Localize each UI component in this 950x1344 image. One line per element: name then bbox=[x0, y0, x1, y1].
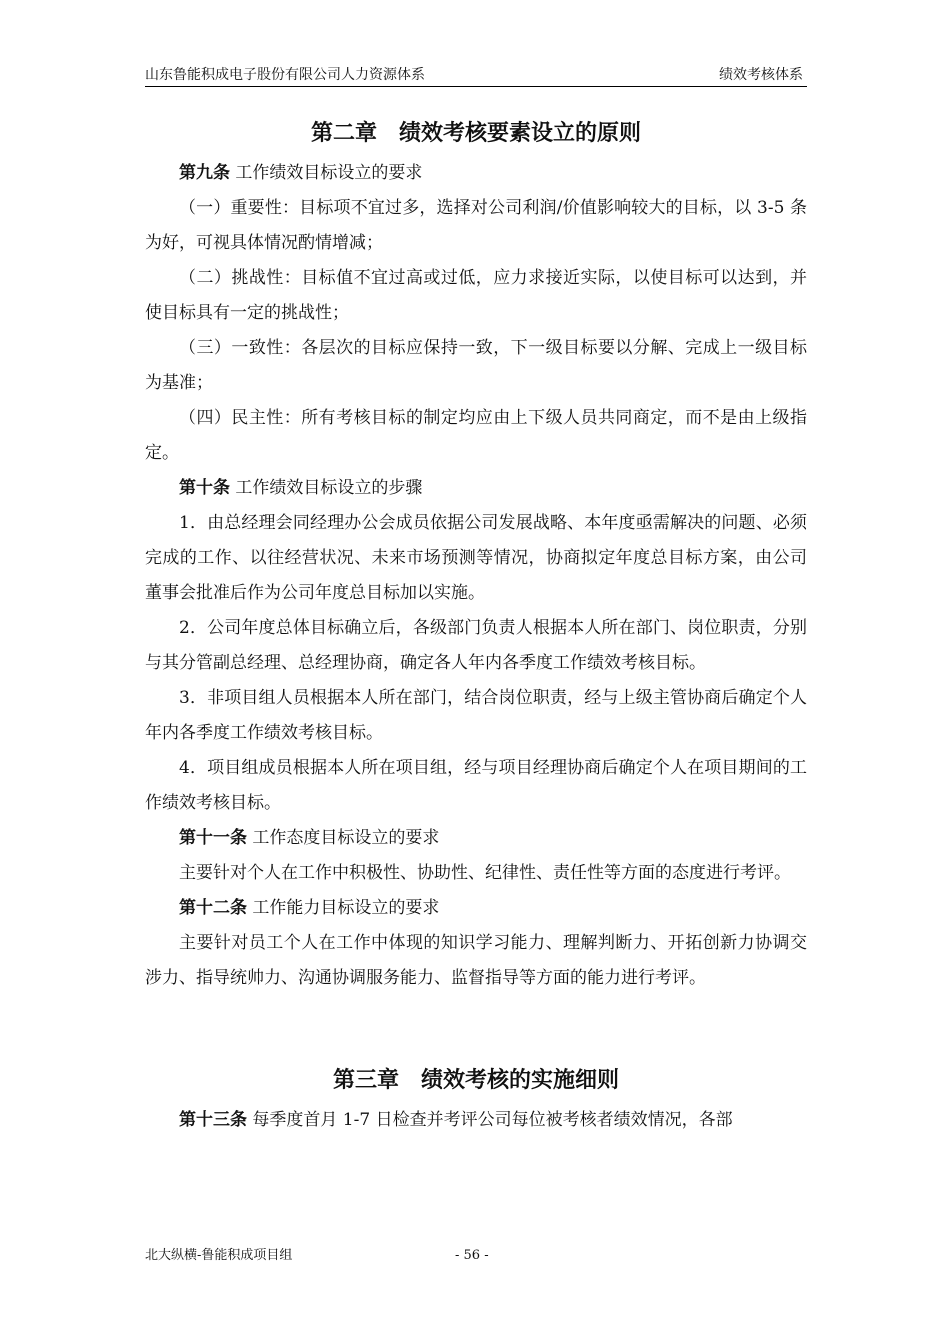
chapter-3-heading bbox=[145, 1059, 807, 1103]
article-11-body: 主要针对个人在工作中积极性、协助性、纪律性、责任性等方面的态度进行考评。 bbox=[179, 863, 791, 883]
article-11-heading bbox=[145, 821, 807, 856]
article-12-body: 主要针对员工个人在工作中体现的知识学习能力、理解判断力、开拓创新力协调交涉力、指导统帅力、沟通协调服务能力、监督指导等方面的能力进行考评。 bbox=[145, 933, 807, 988]
article-13-body: 每季度首月 1-7 日检查并考评公司每位被考核者绩效情况，各部 bbox=[252, 1110, 733, 1130]
article-10-heading bbox=[145, 471, 807, 506]
article-9-item: （二）挑战性：目标值不宜过高或过低，应力求接近实际，以使目标可以达到，并使目标具有一定的挑战性； bbox=[145, 268, 807, 323]
article-10-item: 1．由总经理会同经理办公会成员依据公司发展战略、本年度亟需解决的问题、必须完成的工作、以往经营状况、未来市场预测等情况，协商拟定年度总目标方案，由公司董事会批准后作为公司年度总目标加以实施。 bbox=[145, 513, 807, 603]
article-10-item: 4．项目组成员根据本人所在项目组，经与项目经理协商后确定个人在项目期间的工作绩效考核目标。 bbox=[145, 758, 807, 813]
article-12-heading bbox=[145, 891, 807, 926]
article-13 bbox=[145, 1103, 807, 1138]
article-9-item: （三）一致性：各层次的目标应保持一致，下一级目标要以分解、完成上一级目标为基准； bbox=[145, 338, 807, 393]
chapter-2-number: 第二章 bbox=[310, 121, 377, 146]
chapter-3-title: 绩效考核的实施细则 bbox=[421, 1068, 620, 1093]
article-12-label: 第十二条 bbox=[179, 898, 247, 918]
article-9-label: 第九条 bbox=[179, 163, 230, 183]
footer-project: 北大纵横-鲁能积成项目组 bbox=[145, 1248, 293, 1263]
page-content bbox=[145, 112, 807, 1138]
article-9-heading bbox=[145, 156, 807, 191]
article-10-label: 第十条 bbox=[179, 478, 230, 498]
article-11-label: 第十一条 bbox=[179, 828, 247, 848]
article-11-title: 工作态度目标设立的要求 bbox=[252, 828, 440, 848]
page-header bbox=[145, 64, 807, 87]
article-13-label: 第十三条 bbox=[179, 1110, 247, 1130]
chapter-3-number: 第三章 bbox=[332, 1068, 399, 1093]
page-number: - 56 - bbox=[455, 1248, 489, 1263]
chapter-2-title: 绩效考核要素设立的原则 bbox=[399, 121, 642, 146]
article-9-title: 工作绩效目标设立的要求 bbox=[235, 163, 423, 183]
article-10-item: 3．非项目组人员根据本人所在部门，结合岗位职责，经与上级主管协商后确定个人年内各季度工作绩效考核目标。 bbox=[145, 688, 807, 743]
article-9-item: （四）民主性：所有考核目标的制定均应由上下级人员共同商定，而不是由上级指定。 bbox=[145, 408, 807, 463]
article-12-title: 工作能力目标设立的要求 bbox=[252, 898, 440, 918]
header-section: 绩效考核体系 bbox=[719, 67, 803, 83]
header-company: 山东鲁能积成电子股份有限公司人力资源体系 bbox=[145, 67, 425, 83]
article-9-item: （一）重要性：目标项不宜过多，选择对公司利润/价值影响较大的目标，以 3-5 条为好，可视具体情况酌情增减； bbox=[145, 198, 807, 253]
article-10-title: 工作绩效目标设立的步骤 bbox=[235, 478, 423, 498]
article-10-item: 2．公司年度总体目标确立后，各级部门负责人根据本人所在部门、岗位职责，分别与其分管副总经理、总经理协商，确定各人年内各季度工作绩效考核目标。 bbox=[145, 618, 807, 673]
chapter-2-heading bbox=[145, 112, 807, 156]
